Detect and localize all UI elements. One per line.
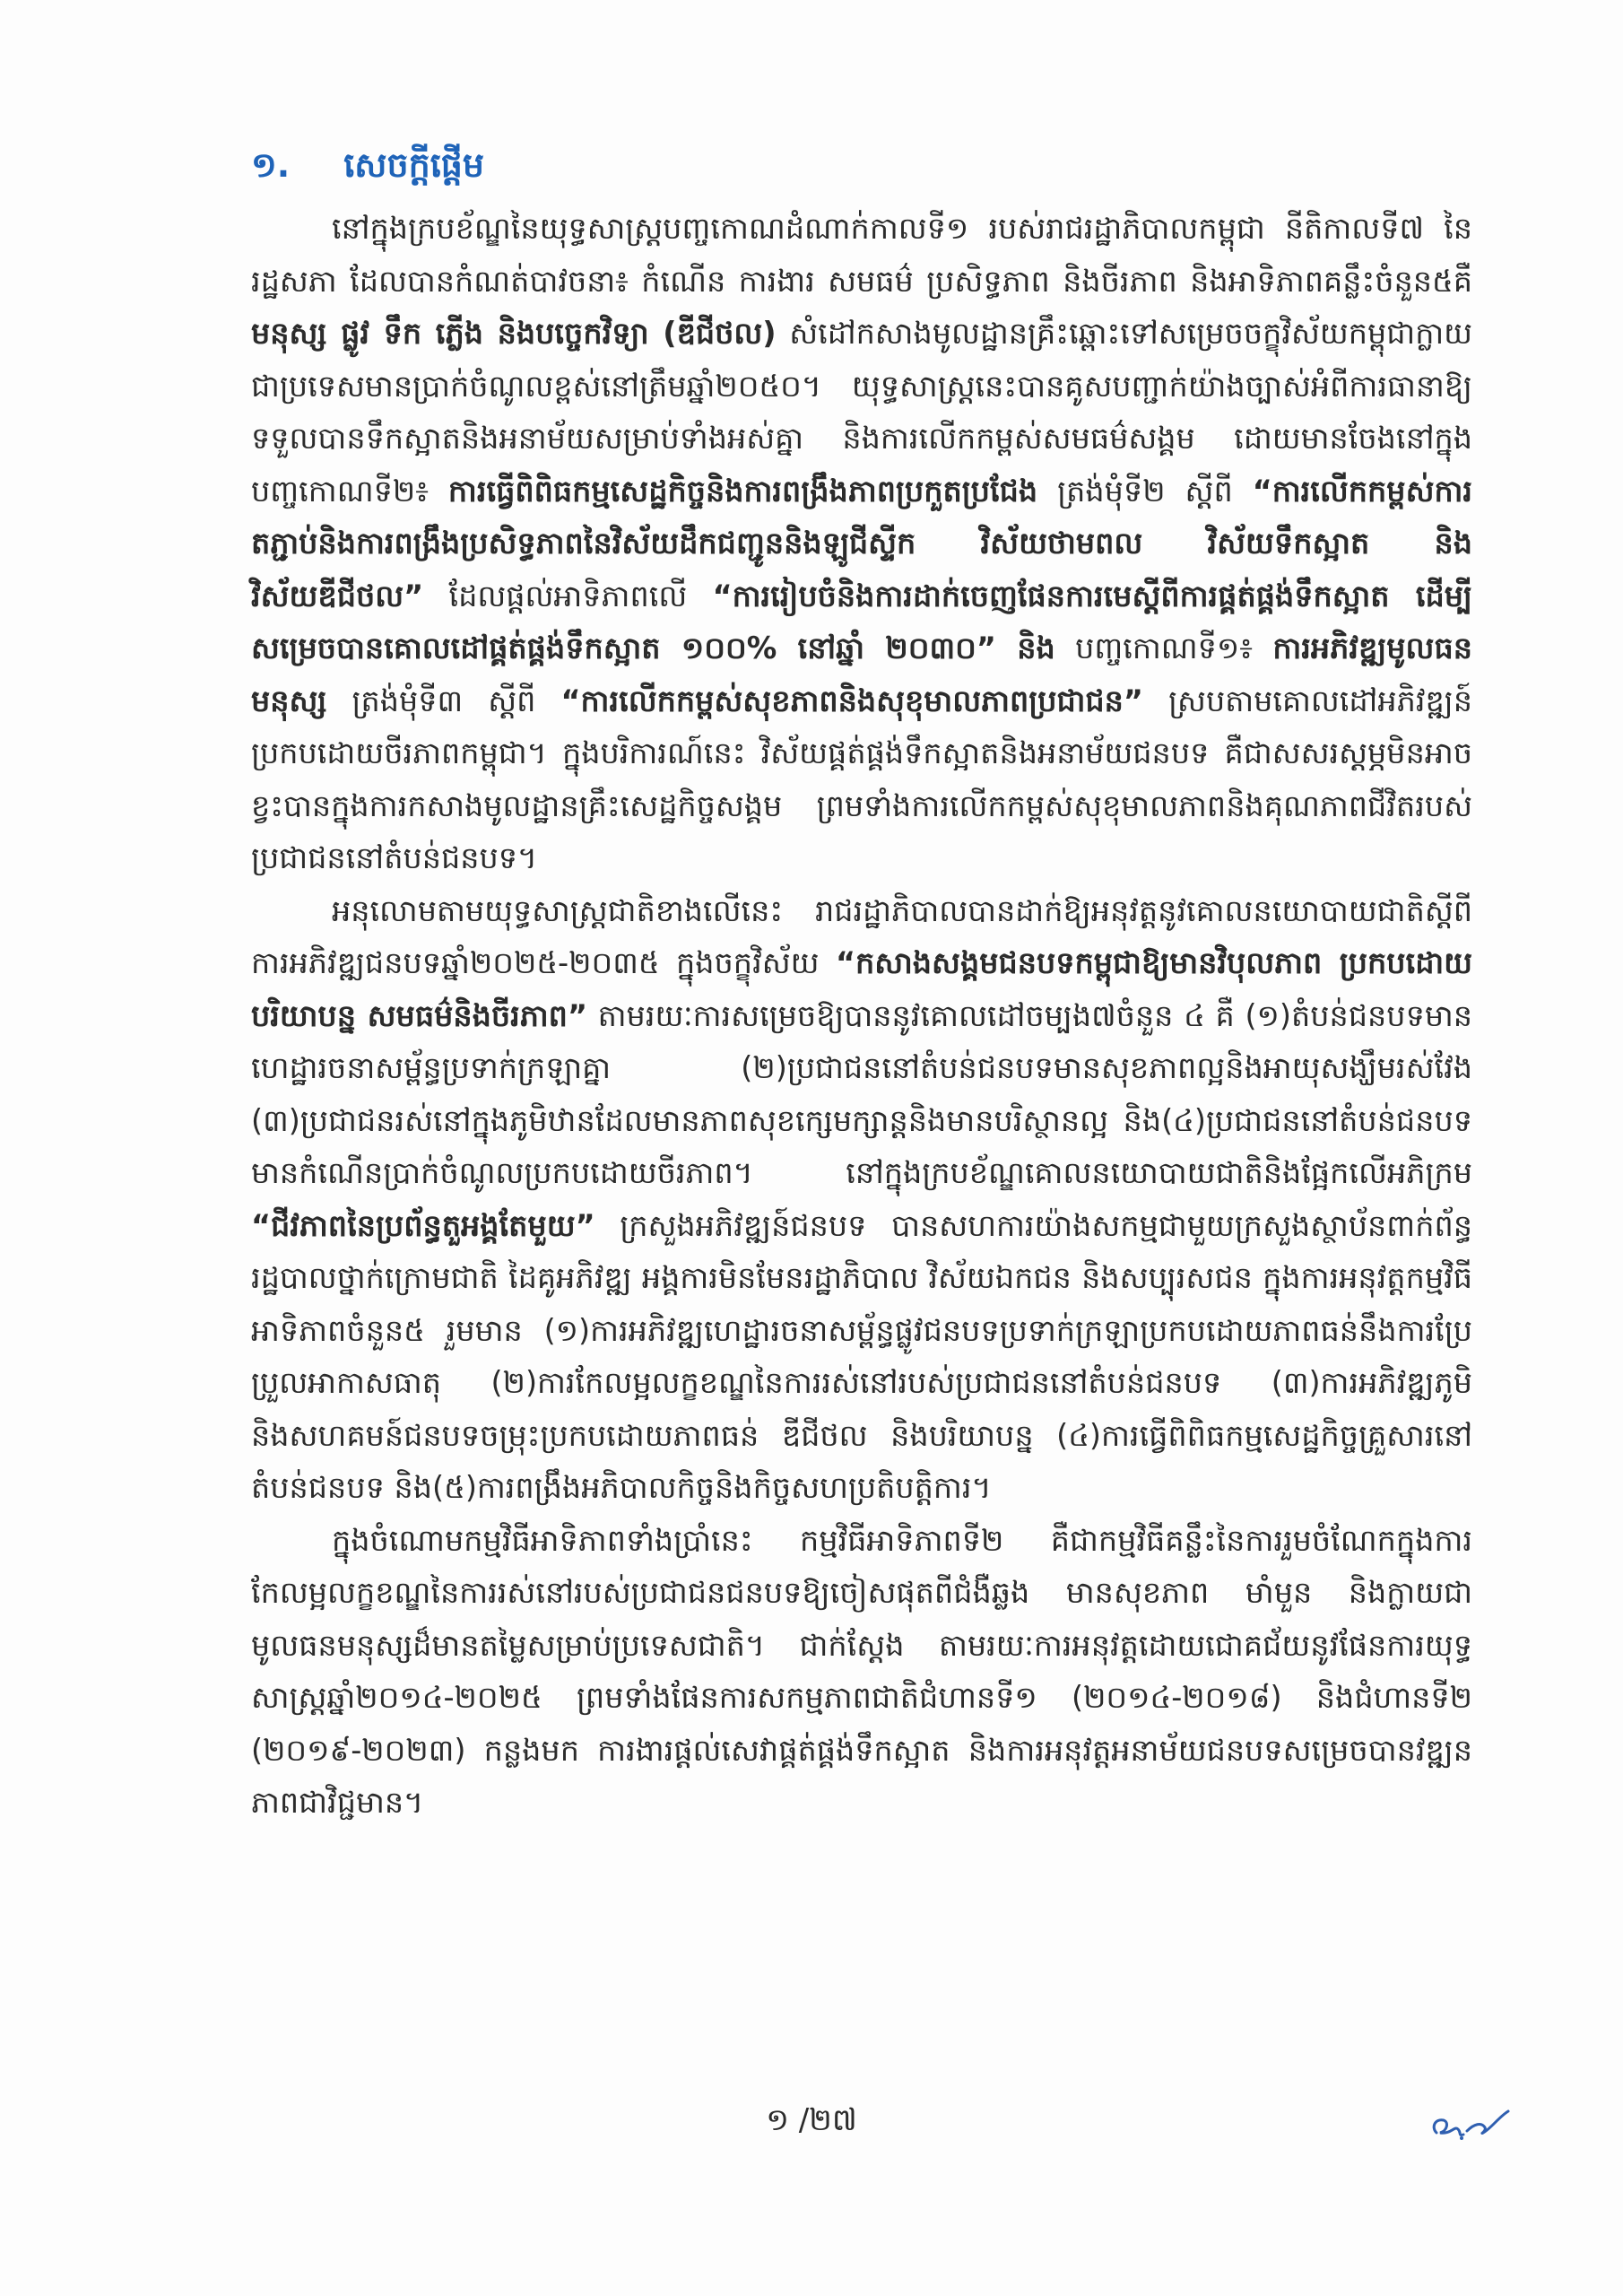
paragraph-1 bbox=[251, 203, 1472, 885]
bold-text-run: “កសាងសង្គមជនបទកម្ពុជាឱ្យមានវិបុលភាព ប្រកបដោយបរិយាបន្ន សមធម៌និងចីរភាព” bbox=[251, 945, 1472, 1033]
text-run: បញ្ចកោណទី១៖ bbox=[1055, 631, 1273, 665]
text-run: ត្រង់មុំទី៣ ស្តីពី bbox=[326, 683, 561, 718]
bold-text-run: មនុស្ស ផ្លូវ ទឹក ភ្លើង និងបច្ចេកវិទ្យា (ឌីជីថល) bbox=[251, 316, 777, 351]
text-run: ដែលផ្តល់អាទិភាពលើ bbox=[423, 578, 713, 613]
text-run: ក្នុងចំណោមកម្មវិធីអាទិភាពទាំងប្រាំនេះ កម្មវិធីអាទិភាពទី២ គឺជាកម្មវិធីគន្លឹះនៃការរួមចំណែកក្នុងការកែលម្អលក្ខខណ្ឌនៃការរស់នៅរបស់ប្រជាជនជនបទឱ្យចៀសផុតពីជំងឺឆ្លង មានសុខភាព មាំមួន និងក្លាយជាមូលធនមនុស្សដ៏មានតម្លៃសម្រាប់ប្រទេសជាតិ។ ជាក់ស្តែង តាមរយៈការអនុវត្តដោយជោគជ័យនូវផែនការយុទ្ធសាស្ត្រឆ្នាំ២០១៤-២០២៥ ព្រមទាំងផែនការសកម្មភាពជាតិជំហានទី១ (២០១៤-២០១៨) និងជំហានទី២ (២០១៩-២០២៣) កន្លងមក ការងារផ្តល់សេវាផ្គត់ផ្គង់ទឹកស្អាត និងការអនុវត្តអនាម័យជនបទសម្រេចបានវឌ្ឍនភាពជាវិជ្ជមាន។ bbox=[251, 1522, 1472, 1820]
body-text bbox=[251, 203, 1472, 1830]
bold-text-run: “ការលើកកម្ពស់ការតភ្ជាប់និងការពង្រឹងប្រសិទ្ធភាពនៃវិស័យដឹកជញ្ជូននិងឡូជីស្ទីក វិស័យថាមពល វិស័យទឹកស្អាត និងវិស័យឌីជីថល” bbox=[251, 473, 1472, 613]
text-run: សំដៅកសាងមូលដ្ឋានគ្រឹះឆ្ពោះទៅសម្រេចចក្ខុវិស័យកម្ពុជាក្លាយជាប្រទេសមានប្រាក់ចំណូលខ្ពស់នៅត្រឹមឆ្នាំ២០៥០។ យុទ្ធសាស្ត្រនេះបានគូសបញ្ជាក់យ៉ាងច្បាស់អំពីការធានាឱ្យទទួលបានទឹកស្អាតនិងអនាម័យសម្រាប់ទាំងអស់គ្នា និងការលើកកម្ពស់សមធម៌សង្គម ដោយមានចែងនៅក្នុងបញ្ចកោណទី២៖ bbox=[251, 316, 1472, 509]
section-title: សេចក្តីផ្តើម bbox=[343, 145, 484, 185]
text-run: ត្រង់មុំទី២ ស្តីពី bbox=[1037, 473, 1253, 509]
bold-text-run: ការអភិវឌ្ឍមូលធនមនុស្ស bbox=[251, 631, 1472, 718]
text-run: អនុលោមតាមយុទ្ធសាស្ត្រជាតិខាងលើនេះ រាជរដ្ឋាភិបាលបានដាក់ឱ្យអនុវត្តនូវគោលនយោបាយជាតិស្តីពីការអភិវឌ្ឍជនបទឆ្នាំ២០២៥-២០៣៥ ក្នុងចក្ខុវិស័យ bbox=[251, 892, 1472, 980]
text-run: នៅក្នុងក្របខ័ណ្ឌនៃយុទ្ធសាស្ត្របញ្ចកោណដំណាក់កាលទី១ របស់រាជរដ្ឋាភិបាលកម្ពុជា នីតិកាលទី៧ នៃរដ្ឋសភា ដែលបានកំណត់បាវចនា៖ កំណើន ការងារ សមធម៌ ប្រសិទ្ធភាព និងចីរភាព និងអាទិភាពគន្លឹះចំនួន៥គឺ bbox=[251, 211, 1472, 299]
text-run: តាមរយៈការសម្រេចឱ្យបាននូវគោលដៅចម្បង៧ចំនួន ៤ គឺ (១)តំបន់ជនបទមានហេដ្ឋារចនាសម្ព័ន្ធប្រទាក់ក្រឡាគ្នា (២)ប្រជាជននៅតំបន់ជនបទមានសុខភាពល្អនិងអាយុសង្ឃឹមរស់វែង (៣)ប្រជាជនរស់នៅក្នុងភូមិឋានដែលមានភាពសុខក្សេមក្សាន្តនិងមានបរិស្ថានល្អ និង(៤)ប្រជាជននៅតំបន់ជនបទមានកំណើនប្រាក់ចំណូលប្រកបដោយចីរភាព។ នៅក្នុងក្របខ័ណ្ឌគោលនយោបាយជាតិនិងផ្អែកលើអភិក្រម bbox=[251, 997, 1472, 1190]
handwritten-initials bbox=[1428, 2106, 1514, 2145]
bold-text-run: ការធ្វើពិពិធកម្មសេដ្ឋកិច្ចនិងការពង្រឹងភាពប្រកួតប្រជែង bbox=[447, 473, 1038, 509]
page-number: ១ /២៧ bbox=[766, 2102, 857, 2138]
paragraph-3 bbox=[251, 1515, 1472, 1830]
bold-text-run: “ការរៀបចំនិងការដាក់ចេញផែនការមេស្តីពីការផ្គត់ផ្គង់ទឹកស្អាត ដើម្បីសម្រេចបានគោលដៅផ្គត់ផ្គង់ទឹកស្អាត ១០០% នៅឆ្នាំ ២០៣០” និង bbox=[251, 578, 1473, 665]
paragraph-2 bbox=[251, 885, 1472, 1515]
bold-text-run: “ជីវភាពនៃប្រព័ន្ធតួអង្គតែមួយ” bbox=[251, 1207, 595, 1243]
bold-text-run: “ការលើកកម្ពស់សុខភាពនិងសុខុមាលភាពប្រជាជន” bbox=[560, 683, 1143, 718]
text-run: ស្របតាមគោលដៅអភិវឌ្ឍន៍ប្រកបដោយចីរភាពកម្ពុជា។ ក្នុងបរិការណ៍នេះ វិស័យផ្គត់ផ្គង់ទឹកស្អាតនិងអនាម័យជនបទ គឺជាសសរស្តម្ភមិនអាចខ្វះបានក្នុងការកសាងមូលដ្ឋានគ្រឹះសេដ្ឋកិច្ចសង្គម ព្រមទាំងការលើកកម្ពស់សុខុមាលភាពនិងគុណភាពជីវិតរបស់ប្រជាជននៅតំបន់ជនបទ។ bbox=[251, 683, 1472, 875]
section-number: ១. bbox=[251, 145, 291, 185]
section-heading bbox=[251, 144, 484, 194]
text-run: ក្រសួងអភិវឌ្ឍន៍ជនបទ បានសហការយ៉ាងសកម្មជាមួយក្រសួងស្ថាប័នពាក់ព័ន្ធ រដ្ឋបាលថ្នាក់ក្រោមជាតិ ដៃគូអភិវឌ្ឍ អង្គការមិនមែនរដ្ឋាភិបាល វិស័យឯកជន និងសប្បុរសជន ក្នុងការអនុវត្តកម្មវិធីអាទិភាពចំនួន៥ រួមមាន (១)ការអភិវឌ្ឍហេដ្ឋារចនាសម្ព័ន្ធផ្លូវជនបទប្រទាក់ក្រឡាប្រកបដោយភាពធន់នឹងការប្រែប្រួលអាកាសធាតុ (២)ការកែលម្អលក្ខខណ្ឌនៃការរស់នៅរបស់ប្រជាជននៅតំបន់ជនបទ (៣)ការអភិវឌ្ឍភូមិនិងសហគមន៍ជនបទចម្រុះប្រកបដោយភាពធន់ ឌីជីថល និងបរិយាបន្ន (៤)ការធ្វើពិពិធកម្មសេដ្ឋកិច្ចគ្រួសារនៅតំបន់ជនបទ និង(៥)ការពង្រឹងអភិបាលកិច្ចនិងកិច្ចសហប្រតិបត្តិការ។ bbox=[251, 1207, 1472, 1505]
